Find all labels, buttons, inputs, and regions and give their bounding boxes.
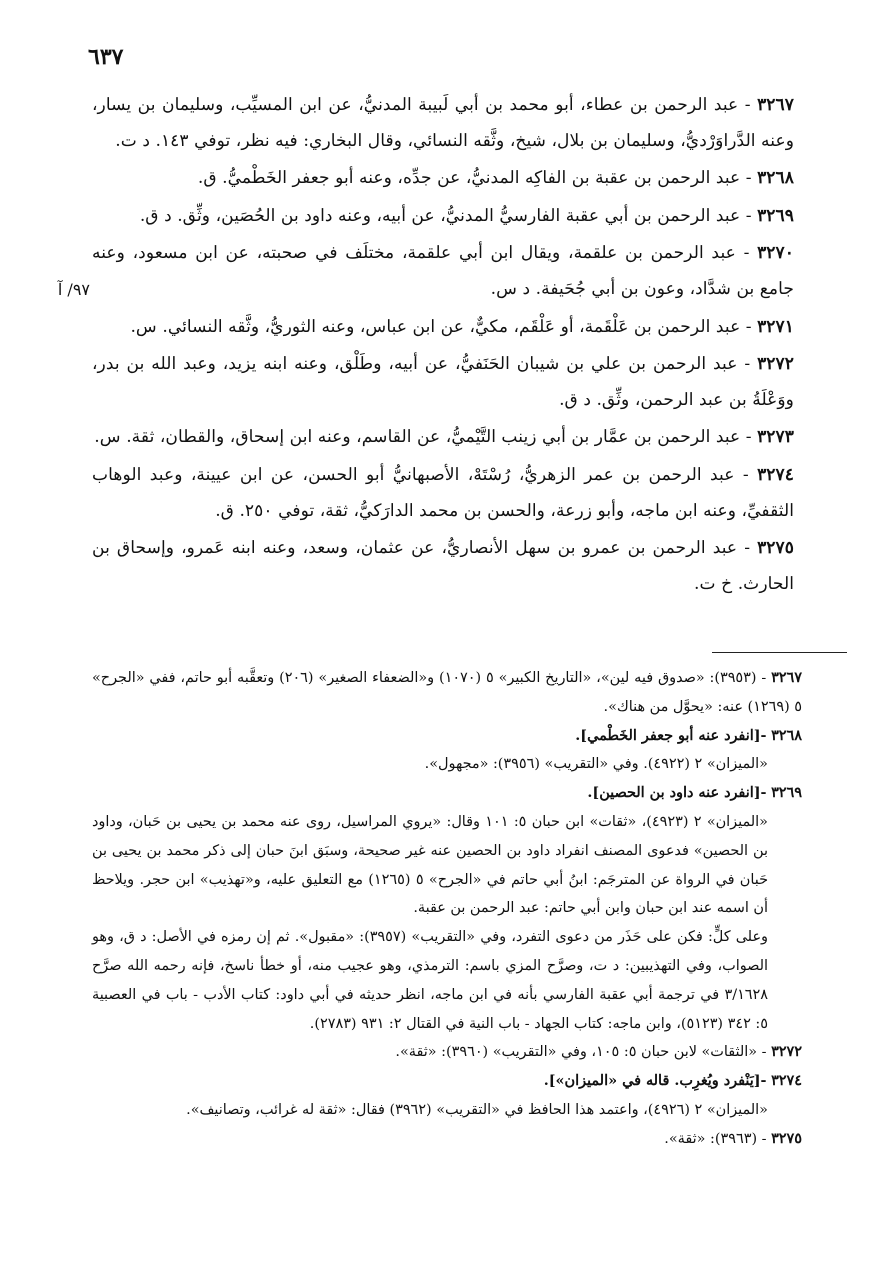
footnote-3268: [92, 722, 802, 780]
page-number: ٦٣٧: [88, 44, 124, 70]
footnote-number: ٣٢٧٢: [771, 1043, 802, 1061]
footnote-separator: [712, 652, 847, 653]
entry-text: - عبد الرحمن بن عطاء، أبو محمد بن أبي لَبيبة المدنيُّ، عن ابن المسيِّب، وسليمان بن يسار، وعنه الدَّراوَرْديُّ، وسليمان بن بلال، شيخ، وثَّقه النسائي، وقال البخاري: فيه نظر، توفي ١٤٣. د ت.: [92, 95, 794, 151]
entry-text: - عبد الرحمن بن أبي عقبة الفارسيُّ المدنيُّ، عن أبيه، وعنه داود بن الحُصَين، وثِّق. د ق.: [139, 205, 758, 226]
entry-number: ٣٢٦٩: [757, 205, 794, 226]
footnote-text: - (٣٩٥٣): «صدوق فيه لين»، «التاريخ الكبير» ٥ (١٠٧٠) و«الضعفاء الصغير» (٢٠٦) وتعقَّبه أبو حاتم، ففي «الجرح» ٥ (١٢٦٩) عنه: «يحوَّل من هناك».: [92, 670, 802, 715]
entry-3270: [92, 236, 794, 307]
footnote-3267: [92, 664, 802, 722]
footnote-text: «الميزان» ٢ (٤٩٢٢). وفي «التقريب» (٣٩٥٦): «مجهول».: [424, 756, 768, 773]
footnote-text: - (٣٩٦٣): «ثقة».: [664, 1130, 767, 1147]
footnote-3274: [92, 1067, 802, 1125]
footnote-text: «الميزان» ٢ (٤٩٢٦)، واعتمد هذا الحافظ في «التقريب» (٣٩٦٢) فقال: «ثقة له غرائب، وتصانيف».: [186, 1101, 768, 1118]
entry-3273: [92, 420, 794, 456]
entry-text: - عبد الرحمن بن عمَّار بن أبي زينب التَّيْميُّ، عن القاسم، وعنه ابن إسحاق، والقطان، ثقة. س.: [94, 427, 758, 448]
entry-text: - عبد الرحمن بن عمرو بن سهل الأنصاريُّ، عن عثمان، وسعد، وعنه ابنه عَمرو، وإسحاق بن الحارث. خ ت.: [92, 538, 794, 594]
footnote-3275: [92, 1125, 802, 1154]
footnotes: [92, 664, 802, 1154]
footnote-text: وعلى كلٍّ: فكن على حَذَر من دعوى التفرد، وفي «التقريب» (٣٩٥٧): «مقبول». ثم إن رمزه في الأصل: د ق، وهو الصواب، وفي التهذيبين: د ت، وصرَّح المزي باسم: الترمذي، وهو عجيب منه، أو خطأ ناسخ، فإنه رحمه الله صرَّح ٣/١٦٢٨ في ترجمة أبي عقبة الفارسي بأنه في ابن ماجه، انظر حديثه في أبي داود: كتاب الأدب - باب في العصبية ٥: ٣٤٢ (٥١٢٣)، وابن ماجه: كتاب الجهاد - باب النية في القتال ٢: ٩٣١ (٢٧٨٣).: [92, 929, 768, 1032]
entry-number: ٣٢٦٨: [757, 168, 794, 189]
entry-number: ٣٢٧٥: [757, 538, 794, 559]
entry-3274: [92, 458, 794, 529]
entry-text: - عبد الرحمن بن عَلْقَمة، أو عَلْقَم، مكيٌّ، عن ابن عباس، وعنه الثوريُّ، وثَّقه النسائي. س.: [130, 316, 758, 337]
entry-number: ٣٢٧٠: [757, 243, 794, 264]
entry-number: ٣٢٧٣: [757, 427, 794, 448]
entry-number: ٣٢٧٤: [757, 464, 794, 485]
entry-3271: [92, 310, 794, 346]
entry-3269: [92, 199, 794, 235]
entry-text: - عبد الرحمن بن عقبة بن الفاكِه المدنيُّ، عن جدِّه، وعنه أبو جعفر الخَطْميُّ. ق.: [197, 168, 758, 189]
entry-3275: [92, 531, 794, 602]
footnote-heading: -[يَنْفرد ويُغرِب. قاله في «الميزان»].: [543, 1072, 767, 1090]
entry-text: - عبد الرحمن بن علي بن شيبان الحَنَفيُّ، عن أبيه، وطَلْق، وعنه ابنه يزيد، وعبد الله بن بدر، ووَعْلَةُ بن عبد الرحمن، وثِّق. د ق.: [92, 354, 794, 410]
footnote-heading: -[انفرد عنه داود بن الحصين].: [587, 784, 767, 802]
entry-number: ٣٢٧٢: [757, 354, 794, 375]
biography-entries: [92, 88, 794, 604]
entry-3267: [92, 88, 794, 159]
entry-3268: [92, 161, 794, 197]
margin-folio-note: ٩٧/ آ: [57, 280, 90, 299]
entry-number: ٣٢٧١: [757, 316, 794, 337]
footnote-number: ٣٢٦٧: [771, 669, 802, 686]
entry-number: ٣٢٦٧: [757, 95, 794, 115]
footnote-number: ٣٢٧٥: [771, 1129, 802, 1147]
entry-text: - عبد الرحمن بن عمر الزهريُّ، رُسْتَهْ، الأصبهانيُّ أبو الحسن، عن ابن عيينة، وعبد الوهاب الثقفيِّ، وعنه ابن ماجه، وأبو زرعة، والحسن بن محمد الدارَكيُّ، ثقة، توفي ٢٥٠. ق.: [92, 464, 794, 521]
footnote-text: - «الثقات» لابن حبان ٥: ١٠٥، وفي «التقريب» (٣٩٦٠): «ثقة».: [395, 1044, 767, 1061]
footnote-number: ٣٢٦٨: [771, 726, 802, 744]
footnote-3269: [92, 779, 802, 1038]
footnote-text: «الميزان» ٢ (٤٩٢٣)، «ثقات» ابن حبان ٥: ١٠١ وقال: «يروي المراسيل، روى عنه محمد بن يحيى بن حَبان، وداود بن الحصين» فدعوى المصنف انفراد داود بن الحصين عنه غير صحيحة، وسبَق ابنَ حبان إلى ذكر محمد بن يحيى بن حَبان في الرواة عن المترجَم: ابنُ أبي حاتم في «الجرح» ٥ (١٢٦٥) مع التعليق عليه، و«تهذيب» ابن حجر. ويلاحظ أن اسمه عند ابن حبان وابن أبي حاتم: عبد الرحمن بن عقبة.: [92, 813, 768, 917]
entry-text: - عبد الرحمن بن علقمة، ويقال ابن أبي علقمة، مختلَف في صحبته، عن ابن مسعود، وعنه جامع بن شدَّاد، وعون بن أبي جُحَيفة. د س.: [92, 243, 794, 299]
footnote-heading: -[انفرد عنه أبو جعفر الخَطْمي].: [575, 726, 767, 744]
footnote-number: ٣٢٧٤: [771, 1072, 802, 1090]
entry-3272: [92, 347, 794, 418]
footnote-3272: [92, 1038, 802, 1067]
footnote-number: ٣٢٦٩: [771, 784, 802, 802]
